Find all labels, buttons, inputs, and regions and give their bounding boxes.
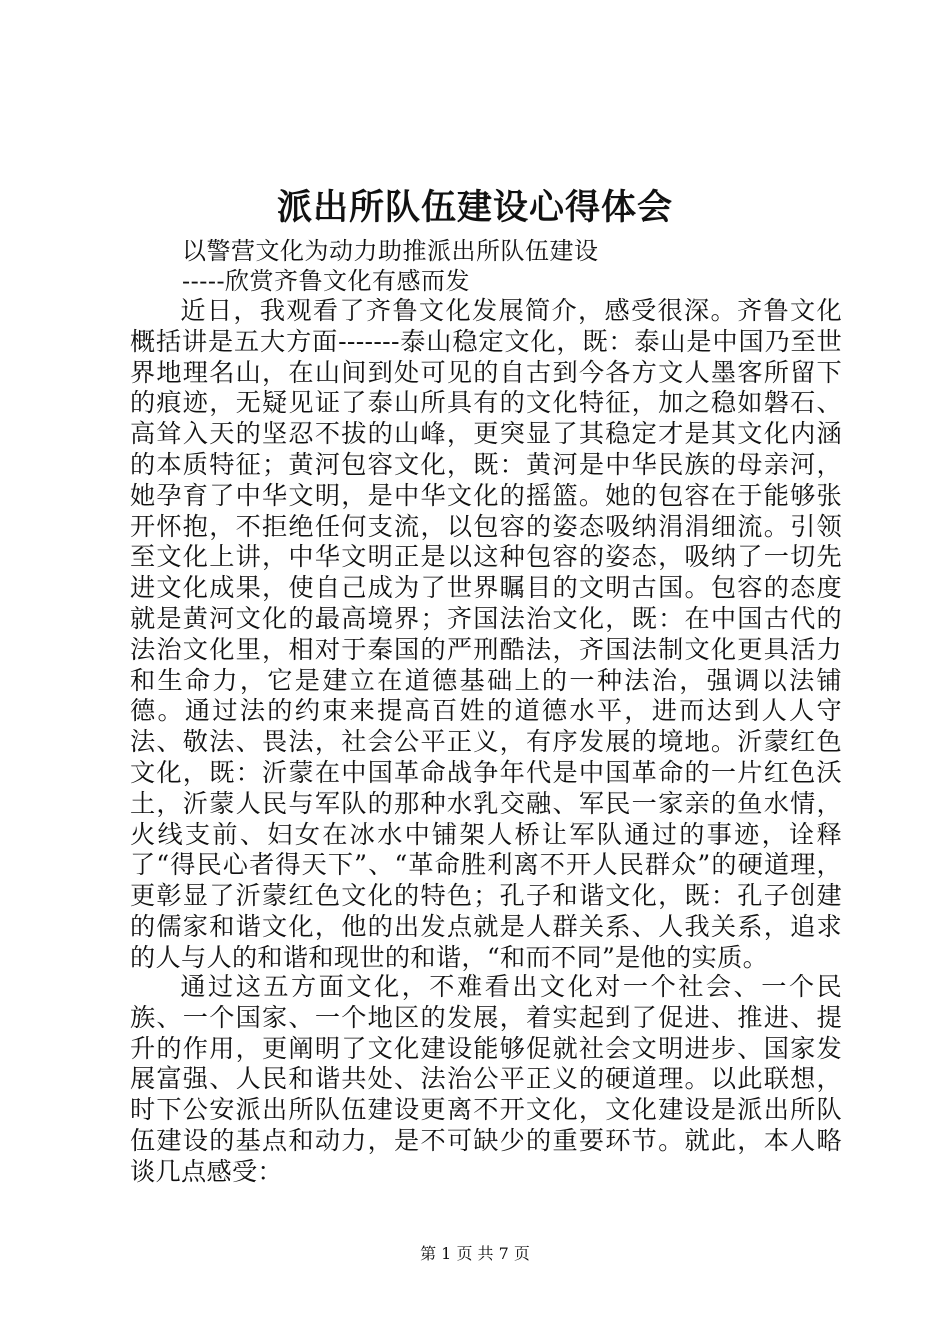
document-title: 派出所队伍建设心得体会 — [276, 187, 673, 228]
body-paragraph: 近日，我观看了齐鲁文化发展简介，感受很深。齐鲁文化概括讲是五大方面-------泰山稳定文化，既：泰山是中国乃至世界地理名山，在山间到处可见的自古到今各方文人墨客所留下的痕迹，无疑见证了泰山所具有的文化特征，加之稳如磐石、高耸入天的坚忍不拔的山峰，更突显了其稳定才是其文化内涵的本质特征；黄河包容文化，既：黄河是中华民族的母亲河，她孕育了中华文明，是中华文化的摇篮。她的包容在于能够张开怀抱，不拒绝任何支流，以包容的姿态吸纳涓涓细流。引领至文化上讲，中华文明正是以这种包容的姿态，吸纳了一切先进文化成果，使自己成为了世界瞩目的文明古国。包容的态度就是黄河文化的最高境界；齐国法治文化，既：在中国古代的法治文化里，相对于秦国的严刑酷法，齐国法制文化更具活力和生命力，它是建立在道德基础上的一种法治，强调以法铺德。通过法的约束来提高百姓的道德水平，进而达到人人守法、敬法、畏法，社会公平正义，有序发展的境地。沂蒙红色文化，既：沂蒙在中国革命战争年代是中国革命的一片红色沃土，沂蒙人民与军队的那种水乳交融、军民一家亲的鱼水情，火线支前、妇女在冰水中铺架人桥让军队通过的事迹，诠释了“得民心者得天下”、“革命胜利离不开人民群众”的硬道理，更彰显了沂蒙红色文化的特色；孔子和谐文化，既：孔子创建的儒家和谐文化，他的出发点就是人群关系、人我关系，追求的人与人的和谐和现世的和谐，“和而不同”是他的实质。 — [130, 296, 842, 972]
document-subtitle: 以警营文化为动力助推派出所队伍建设 — [182, 237, 599, 265]
document-subtitle-tagline: -----欣赏齐鲁文化有感而发 — [182, 267, 471, 295]
body-paragraph: 通过这五方面文化，不难看出文化对一个社会、一个民族、一个国家、一个地区的发展，着实起到了促进、推进、提升的作用，更阐明了文化建设能够促就社会文明进步、国家发展富强、人民和谐共处、法治公平正义的硬道理。以此联想，时下公安派出所队伍建设更离不开文化，文化建设是派出所队伍建设的基点和动力，是不可缺少的重要环节。就此，本人略谈几点感受： — [130, 972, 842, 1186]
page-footer: 第 1 页 共 7 页 — [420, 1244, 530, 1263]
